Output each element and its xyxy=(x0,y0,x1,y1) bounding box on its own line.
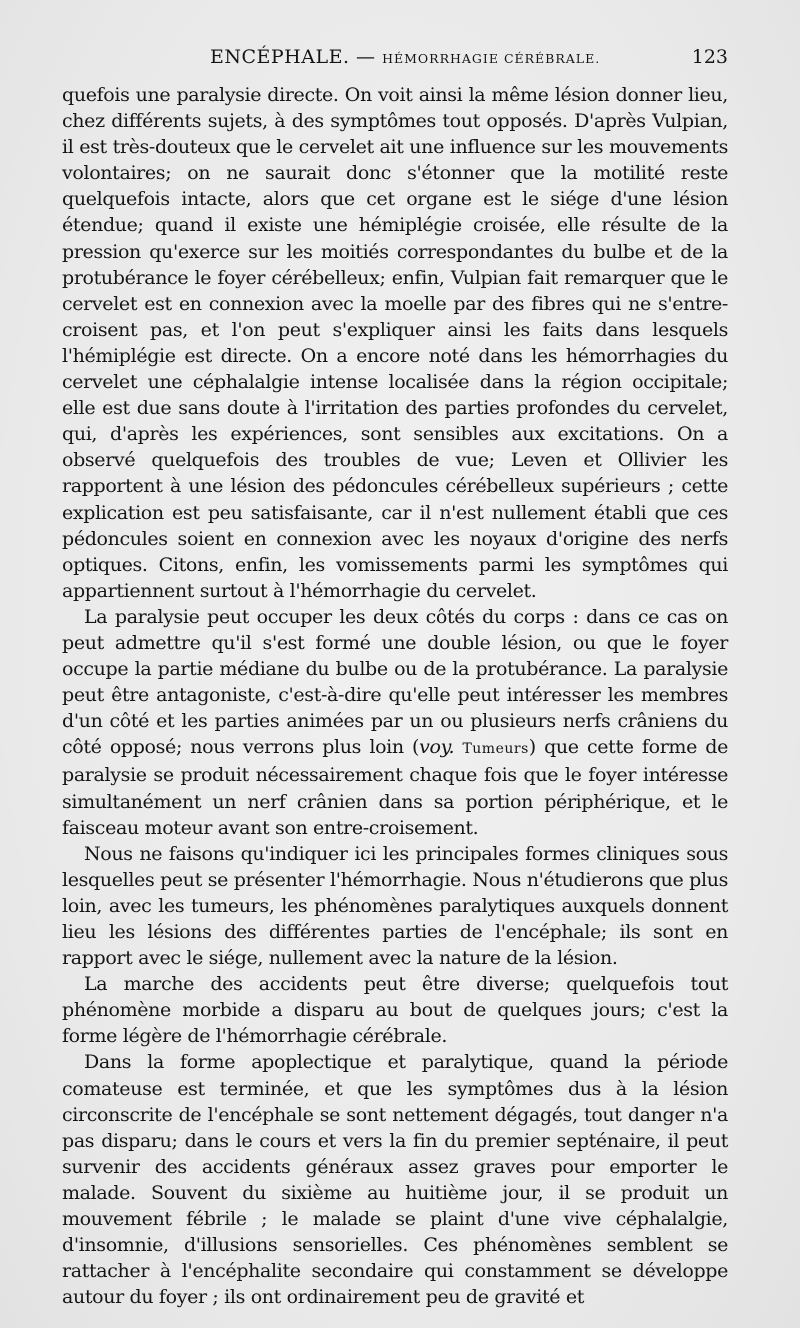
paragraph-2-text-after: ) que cette forme de paralysie se produit nécessairement chaque fois que le foyer intéresse simultanément un nerf crânien dans sa portion périphérique, et le faisceau moteur avant son entre-croisement. xyxy=(62,736,728,839)
page-number: 123 xyxy=(691,46,728,68)
running-head xyxy=(210,46,600,68)
paragraph-3: Nous ne faisons qu'indiquer ici les principales formes cliniques sous lesquelles peut se présenter l'hémorrhagie. Nous n'étudierons que plus loin, avec les tumeurs, les phénomènes paralytiques auxquels donnent lieu les lésions des différentes parties de l'encéphale; ils sont en rapport avec le siége, nullement avec la nature de la lésion. xyxy=(62,842,728,970)
running-head-dash: — xyxy=(349,46,383,68)
paragraph-2 xyxy=(62,604,728,841)
running-head-title: ENCÉPHALE. xyxy=(210,46,350,68)
body-text xyxy=(62,82,728,1310)
cross-reference-voy: voy. xyxy=(419,736,455,759)
paragraph-4: La marche des accidents peut être diverse; quelquefois tout phénomène morbide a disparu au bout de quelques jours; c'est la forme légère de l'hémorrhagie cérébrale. xyxy=(62,973,728,1048)
paragraph-1: quefois une paralysie directe. On voit ainsi la même lésion donner lieu, chez différents sujets, à des symptômes tout opposés. D'après Vulpian, il est très-douteux que le cervelet ait une influence sur les mouvements volontaires; on ne saurait donc s'étonner que la motilité reste quelquefois intacte, alors que cet organe est le siége d'une lésion étendue; quand il existe une hémiplégie croisée, elle résulte de la pression qu'exerce sur les moitiés correspondantes du bulbe et de la protubérance le foyer cérébelleux; enfin, Vulpian fait remarquer que le cervelet est en connexion avec la moelle par des fibres qui ne s'entre-croisent pas, et l'on peut s'expliquer ainsi les faits dans lesquels l'hémiplégie est directe. On a encore noté dans les hémorrhagies du cervelet une céphalalgie intense localisée dans la région occipitale; elle est due sans doute à l'irritation des parties profondes du cervelet, qui, d'après les expériences, sont sensibles aux excitations. On a observé quelquefois des troubles de vue; Leven et Ollivier les rapportent à une lésion des pédoncules cérébelleux supérieurs ; cette explication est peu satisfaisante, car il n'est nullement établi que ces pédoncules soient en connexion avec les noyaux d'origine des nerfs optiques. Citons, enfin, les vomissements parmi les symptômes qui appartiennent surtout à l'hémorrhagie du cervelet. xyxy=(62,84,728,602)
page-header xyxy=(62,46,728,76)
paragraph-2-text-before: La paralysie peut occuper les deux côtés du corps : dans ce cas on peut admettre qu'il s'est formé une double lésion, ou que le foyer occupe la partie médiane du bulbe ou de la protubérance. La paralysie peut être antagoniste, c'est-à-dire qu'elle peut intéresser les membres d'un côté et les parties animées par un ou plusieurs nerfs crâniens du côté opposé; nous verrons plus loin ( xyxy=(62,605,728,759)
paragraph-5: Dans la forme apoplectique et paralytique, quand la période comateuse est terminée, et que les symptômes dus à la lésion circonscrite de l'encéphale se sont nettement dégagés, tout danger n'a pas disparu; dans le cours et vers la fin du premier septénaire, il peut survenir des accidents généraux assez graves pour emporter le malade. Souvent du sixième au huitième jour, il se produit un mouvement fébrile ; le malade se plaint d'une vive céphalalgie, d'insomnie, d'illusions sensorielles. Ces phénomènes semblent se rattacher à l'encéphalite secondaire qui constamment se développe autour du foyer ; ils ont ordinairement peu de gravité et xyxy=(62,1051,728,1309)
cross-reference-tumeurs: Tumeurs xyxy=(462,741,529,758)
running-head-subtitle: HÉMORRHAGIE CÉRÉBRALE. xyxy=(382,51,601,66)
